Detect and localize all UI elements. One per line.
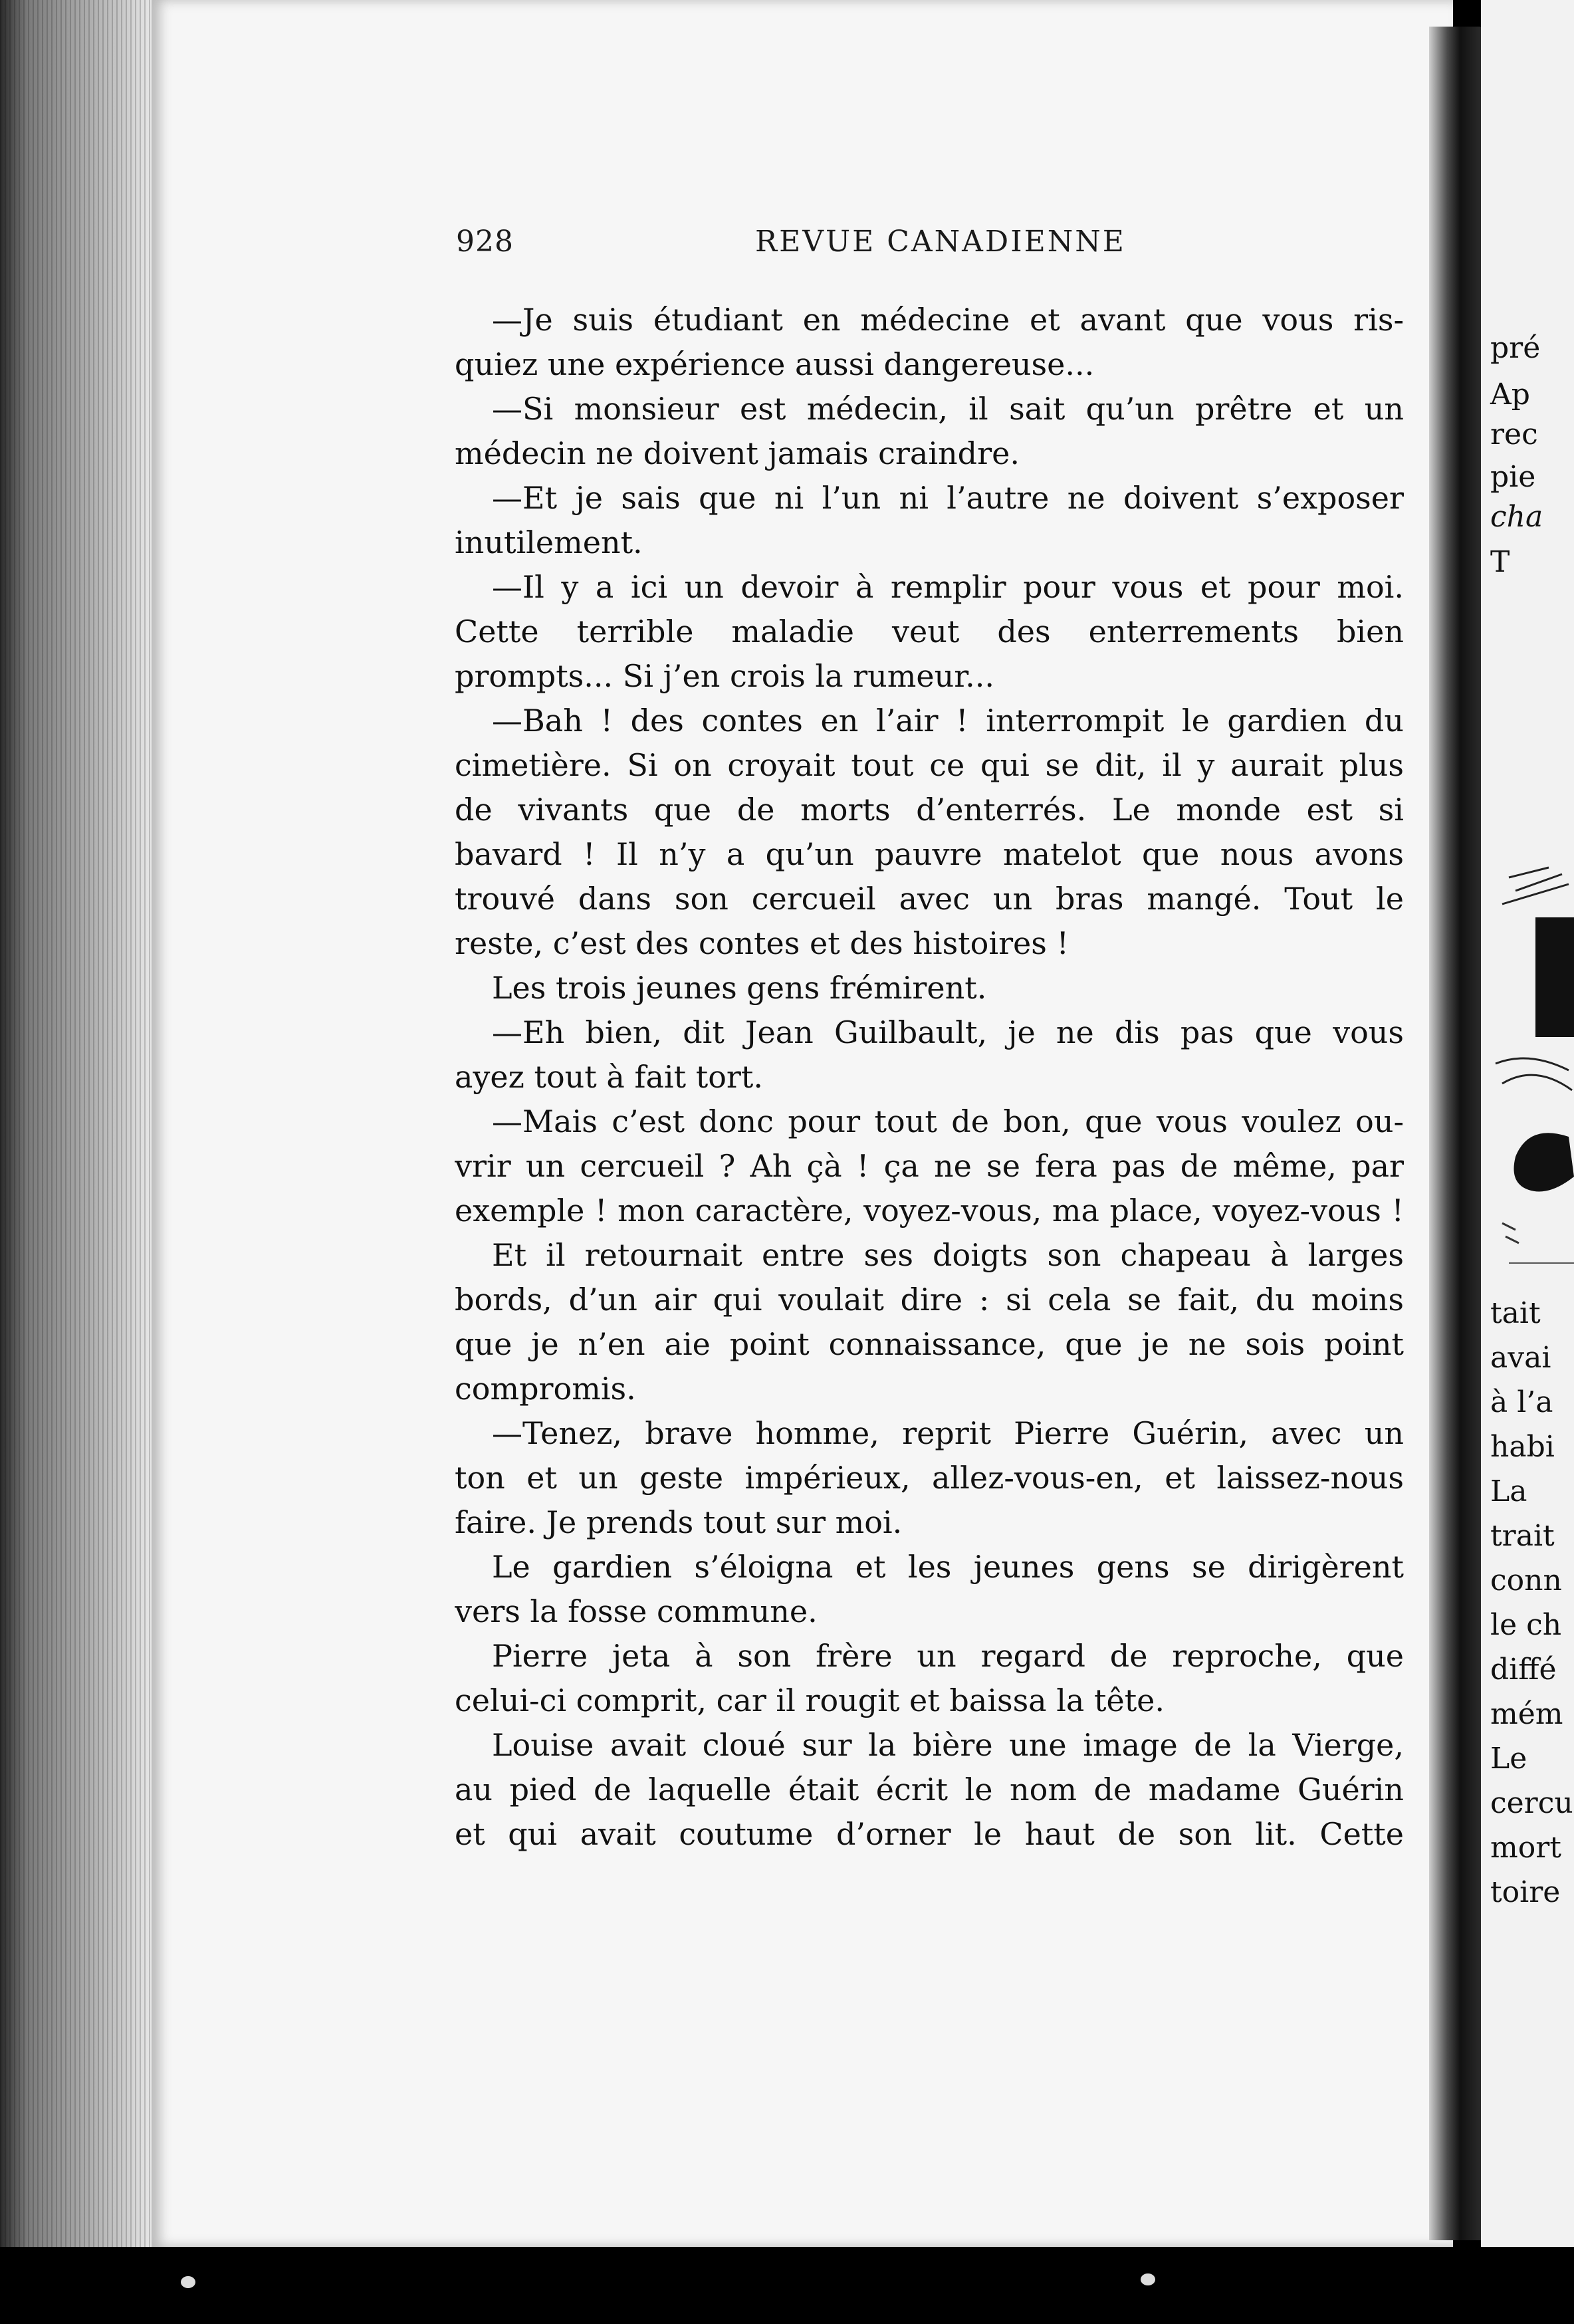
text-line: ton et un geste impérieux, allez-vous-en, et laissez-nous	[455, 1460, 1404, 1496]
text-line: que je n’en aie point connaissance, que je ne sois point	[455, 1326, 1404, 1362]
book-gutter	[1429, 27, 1481, 2240]
text-line: —Et je sais que ni l’un ni l’autre ne doivent s’exposer	[492, 480, 1404, 516]
text-line: bavard ! Il n’y a qu’un pauvre matelot que nous avons	[455, 836, 1404, 872]
facing-page-fragment: avai	[1490, 1341, 1551, 1375]
scan-bottom-margin	[0, 2247, 1574, 2324]
text-line: vrir un cercueil ? Ah çà ! ça ne se fera pas de même, par	[455, 1148, 1404, 1184]
facing-page-fragment: pré	[1490, 331, 1541, 365]
facing-page-fragment: toire	[1490, 1875, 1561, 1909]
facing-page-fragment: rec	[1490, 417, 1538, 451]
text-line: Le gardien s’éloigna et les jeunes gens se dirigèrent	[492, 1549, 1404, 1585]
text-line: —Mais c’est donc pour tout de bon, que vous voulez ou-	[492, 1104, 1404, 1139]
text-line: compromis.	[455, 1371, 636, 1407]
text-line: Cette terrible maladie veut des enterrements bien	[455, 614, 1404, 649]
facing-page-fragment: le ch	[1490, 1608, 1562, 1642]
text-line: ayez tout à fait tort.	[455, 1059, 763, 1095]
facing-page-fragment: diffé	[1490, 1653, 1557, 1686]
text-line: de vivants que de morts d’enterrés. Le monde est si	[455, 792, 1404, 828]
scan-speck	[181, 2276, 195, 2288]
facing-page-fragment: tait	[1490, 1296, 1541, 1330]
facing-page-fragment: T	[1490, 545, 1510, 579]
text-line: —Je suis étudiant en médecine et avant que vous ris-	[492, 302, 1404, 338]
page-number: 928	[456, 225, 514, 259]
facing-page-fragment: mém	[1490, 1697, 1563, 1731]
text-line: celui-ci comprit, car il rougit et baissa la tête.	[455, 1683, 1165, 1718]
facing-page-fragment: Le	[1490, 1742, 1527, 1776]
text-line: Les trois jeunes gens frémirent.	[492, 970, 987, 1006]
text-line: Et il retournait entre ses doigts son chapeau à larges	[492, 1237, 1404, 1273]
text-line: —Bah ! des contes en l’air ! interrompit le gardien du	[492, 703, 1404, 739]
text-line: quiez une expérience aussi dangereuse...	[455, 346, 1095, 382]
facing-page-illustration	[1489, 864, 1574, 1276]
running-title: REVUE CANADIENNE	[755, 225, 1126, 259]
facing-page-fragment: habi	[1490, 1430, 1555, 1464]
text-line: faire. Je prends tout sur moi.	[455, 1504, 903, 1540]
text-line: médecin ne doivent jamais craindre.	[455, 435, 1020, 471]
facing-page-fragment: pie	[1490, 460, 1536, 494]
text-line: prompts... Si j’en crois la rumeur...	[455, 658, 995, 694]
facing-page-fragment: conn	[1490, 1564, 1562, 1597]
running-head	[456, 225, 1400, 265]
text-line: au pied de laquelle était écrit le nom de madame Guérin	[455, 1772, 1404, 1807]
scan-speck	[1141, 2273, 1155, 2285]
book-page-edge	[0, 0, 152, 2247]
text-line: —Eh bien, dit Jean Guilbault, je ne dis pas que vous	[492, 1014, 1404, 1050]
text-line: —Tenez, brave homme, reprit Pierre Guérin, avec un	[492, 1415, 1404, 1451]
text-line: inutilement.	[455, 524, 643, 560]
facing-page	[1481, 0, 1574, 2254]
facing-page-fragment: La	[1490, 1474, 1527, 1508]
facing-page-fragment: cercu	[1490, 1786, 1573, 1820]
text-line: —Il y a ici un devoir à remplir pour vous et pour moi.	[492, 569, 1404, 605]
text-line: bords, d’un air qui voulait dire : si cela se fait, du moins	[455, 1282, 1404, 1318]
facing-page-fragment: à l’a	[1490, 1385, 1553, 1419]
text-line: reste, c’est des contes et des histoires !	[455, 925, 1069, 961]
text-line: trouvé dans son cercueil avec un bras mangé. Tout le	[455, 881, 1404, 917]
facing-page-fragment: mort	[1490, 1831, 1561, 1865]
facing-page-fragment: trait	[1490, 1519, 1555, 1553]
text-line: cimetière. Si on croyait tout ce qui se dit, il y aurait plus	[455, 747, 1404, 783]
text-line: exemple ! mon caractère, voyez-vous, ma place, voyez-vous !	[455, 1193, 1404, 1228]
facing-page-fragment: Ap	[1490, 378, 1530, 411]
text-line: Pierre jeta à son frère un regard de reproche, que	[492, 1638, 1404, 1674]
text-line: Louise avait cloué sur la bière une image de la Vierge,	[492, 1727, 1404, 1763]
text-line: et qui avait coutume d’orner le haut de son lit. Cette	[455, 1816, 1404, 1852]
body-text	[455, 298, 1404, 1857]
text-line: —Si monsieur est médecin, il sait qu’un prêtre et un	[492, 391, 1404, 427]
text-line: vers la fosse commune.	[455, 1593, 818, 1629]
facing-page-fragment: cha	[1490, 500, 1543, 534]
